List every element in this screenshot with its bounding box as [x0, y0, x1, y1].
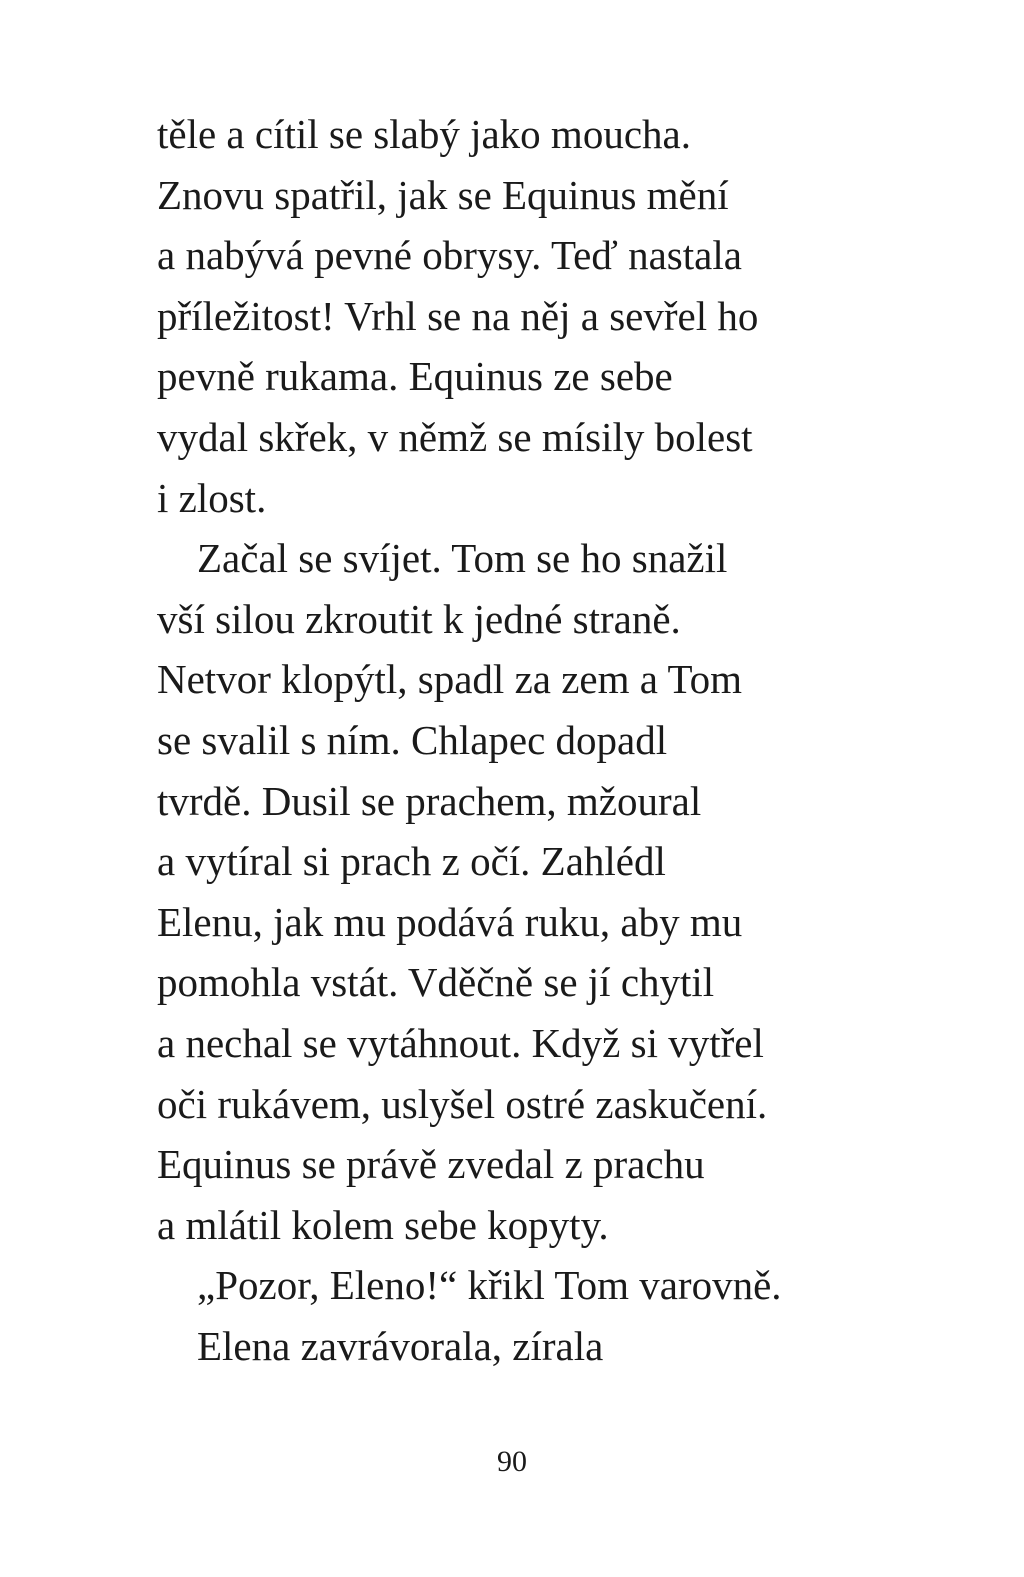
- dialogue-line: „Pozor, Eleno!“ křikl Tom varovně.: [197, 1262, 782, 1309]
- text-line: tvrdě. Dusil se prachem, mžoural: [157, 777, 702, 824]
- text-line: a nabývá pevné obrysy. Teď nastala: [157, 232, 742, 279]
- text-line: i zlost.: [157, 474, 267, 521]
- text-line: vší silou zkroutit k jedné straně.: [157, 595, 681, 642]
- text-line: pevně rukama. Equinus ze sebe: [157, 353, 673, 400]
- text-line: se svalil s ním. Chlapec dopadl: [157, 716, 668, 763]
- text-line: příležitost! Vrhl se na něj a sevřel ho: [157, 292, 759, 339]
- paragraph-start-line: Začal se svíjet. Tom se ho snažil: [197, 535, 728, 582]
- text-line: a vytíral si prach z očí. Zahlédl: [157, 838, 666, 885]
- text-line: Elenu, jak mu podává ruku, aby mu: [157, 898, 743, 945]
- text-line: pomohla vstát. Vděčně se jí chytil: [157, 959, 715, 1006]
- text-line: vydal skřek, v němž se mísily bolest: [157, 413, 753, 460]
- text-line: Equinus se právě zvedal z prachu: [157, 1141, 705, 1188]
- text-line: a nechal se vytáhnout. Když si vytřel: [157, 1019, 764, 1066]
- text-line: Znovu spatřil, jak se Equinus mění: [157, 171, 729, 218]
- body-text: [157, 104, 877, 1376]
- paragraph-start-line: Elena zavrávorala, zírala: [197, 1322, 604, 1369]
- text-line: oči rukávem, uslyšel ostré zaskučení.: [157, 1080, 768, 1127]
- text-line: těle a cítil se slabý jako moucha.: [157, 111, 691, 157]
- text-line: Netvor klopýtl, spadl za zem a Tom: [157, 656, 743, 703]
- page-number: 90: [497, 1445, 527, 1478]
- text-line: a mlátil kolem sebe kopyty.: [157, 1201, 609, 1248]
